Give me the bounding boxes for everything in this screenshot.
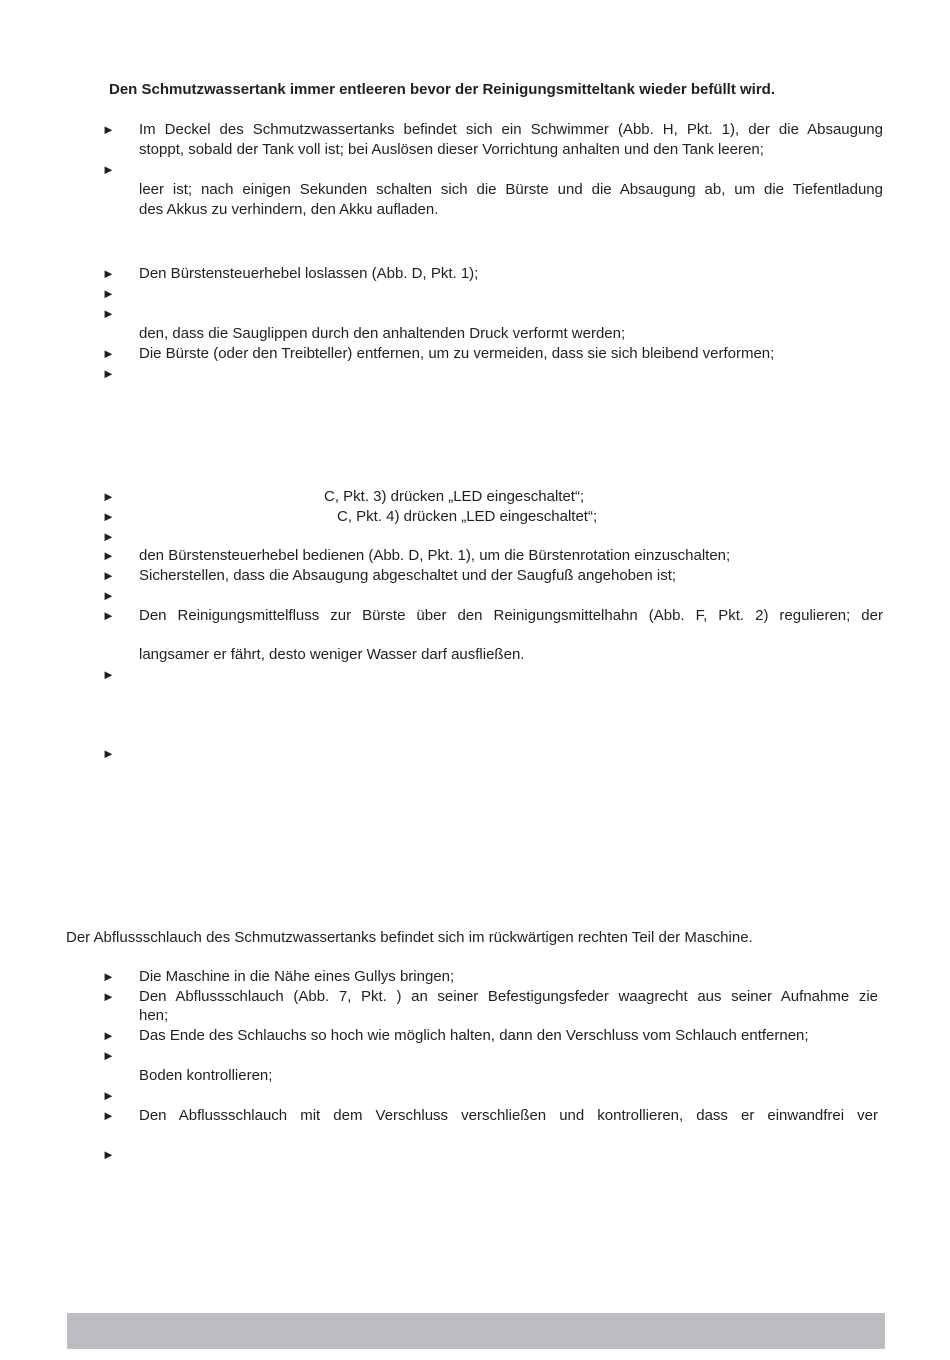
float-instruction-line-1: Im Deckel des Schmutzwassertanks befindet sich ein Schwimmer (Abb. H, Pkt. 1), der die Absaugung <box>139 121 883 138</box>
bullet-icon: ► <box>102 162 115 177</box>
bullet-icon: ► <box>102 588 115 603</box>
drain-hose-instruction-line-1: Den Abflussschlauch (Abb. 7, Pkt. ) an seiner Befestigungsfeder waagrecht aus seiner Aufnahme zie <box>139 988 878 1005</box>
bullet-icon: ► <box>102 989 115 1004</box>
bullet-icon: ► <box>102 608 115 623</box>
bullet-icon: ► <box>102 1028 115 1043</box>
squeegee-instruction-line-2: den, dass die Sauglippen durch den anhaltenden Druck verformt werden; <box>139 325 626 342</box>
drain-hose-instruction-line-2: hen; <box>139 1007 169 1024</box>
bullet-icon: ► <box>102 489 115 504</box>
bullet-icon: ► <box>102 1088 115 1103</box>
detergent-flow-instruction-line-3: langsamer er fährt, desto weniger Wasser darf ausfließen. <box>139 646 525 663</box>
release-lever-instruction: Den Bürstensteuerhebel loslassen (Abb. D, Pkt. 1); <box>139 265 479 282</box>
bullet-icon: ► <box>102 1108 115 1123</box>
move-machine-instruction: Die Maschine in die Nähe eines Gullys bringen; <box>139 968 455 985</box>
floor-check-instruction-line-2: Boden kontrollieren; <box>139 1067 273 1084</box>
suction-off-instruction: Sicherstellen, dass die Absaugung abgeschaltet und der Saugfuß angehoben ist; <box>139 567 677 584</box>
bullet-icon: ► <box>102 746 115 761</box>
tank-notice: Den Schmutzwassertank immer entleeren bevor der Reinigungsmitteltank wieder befüllt wird. <box>109 81 775 98</box>
bullet-icon: ► <box>102 1048 115 1063</box>
bullet-icon: ► <box>102 548 115 563</box>
bullet-icon: ► <box>102 286 115 301</box>
float-instruction-line-2: stoppt, sobald der Tank voll ist; bei Auslösen dieser Vorrichtung anhalten und den Tank leeren; <box>139 141 764 158</box>
battery-instruction-line-2: leer ist; nach einigen Sekunden schalten sich die Bürste und die Absaugung ab, um die Tiefentladung <box>139 181 883 198</box>
bullet-icon: ► <box>102 568 115 583</box>
detergent-flow-instruction-line-1: Den Reinigungsmittelfluss zur Bürste über den Reinigungsmittelhahn (Abb. F, Pkt. 2) regulieren; der <box>139 607 883 624</box>
footer-bar <box>67 1313 885 1349</box>
close-hose-instruction-line-1: Den Abflussschlauch mit dem Verschluss verschließen und kontrollieren, dass er einwandfrei ver <box>139 1107 878 1124</box>
bullet-icon: ► <box>102 122 115 137</box>
bullet-icon: ► <box>102 529 115 544</box>
bullet-icon: ► <box>102 306 115 321</box>
bullet-icon: ► <box>102 1147 115 1162</box>
led-instruction-1: C, Pkt. 3) drücken „LED eingeschaltet“; <box>324 488 585 505</box>
bullet-icon: ► <box>102 667 115 682</box>
remove-brush-instruction: Die Bürste (oder den Treibteller) entfernen, um zu vermeiden, dass sie sich bleibend verformen; <box>139 345 775 362</box>
brush-rotation-instruction: den Bürstensteuerhebel bedienen (Abb. D, Pkt. 1), um die Bürstenrotation einzuschalten; <box>139 547 731 564</box>
led-instruction-2: C, Pkt. 4) drücken „LED eingeschaltet“; <box>337 508 598 525</box>
bullet-icon: ► <box>102 266 115 281</box>
hose-end-instruction: Das Ende des Schlauchs so hoch wie möglich halten, dann den Verschluss vom Schlauch entfernen; <box>139 1027 809 1044</box>
battery-instruction-line-3: des Akkus zu verhindern, den Akku aufladen. <box>139 201 439 218</box>
bullet-icon: ► <box>102 509 115 524</box>
bullet-icon: ► <box>102 366 115 381</box>
bullet-icon: ► <box>102 969 115 984</box>
drain-hose-intro: Der Abflussschlauch des Schmutzwassertanks befindet sich im rückwärtigen rechten Teil der Maschine. <box>66 929 753 946</box>
bullet-icon: ► <box>102 346 115 361</box>
